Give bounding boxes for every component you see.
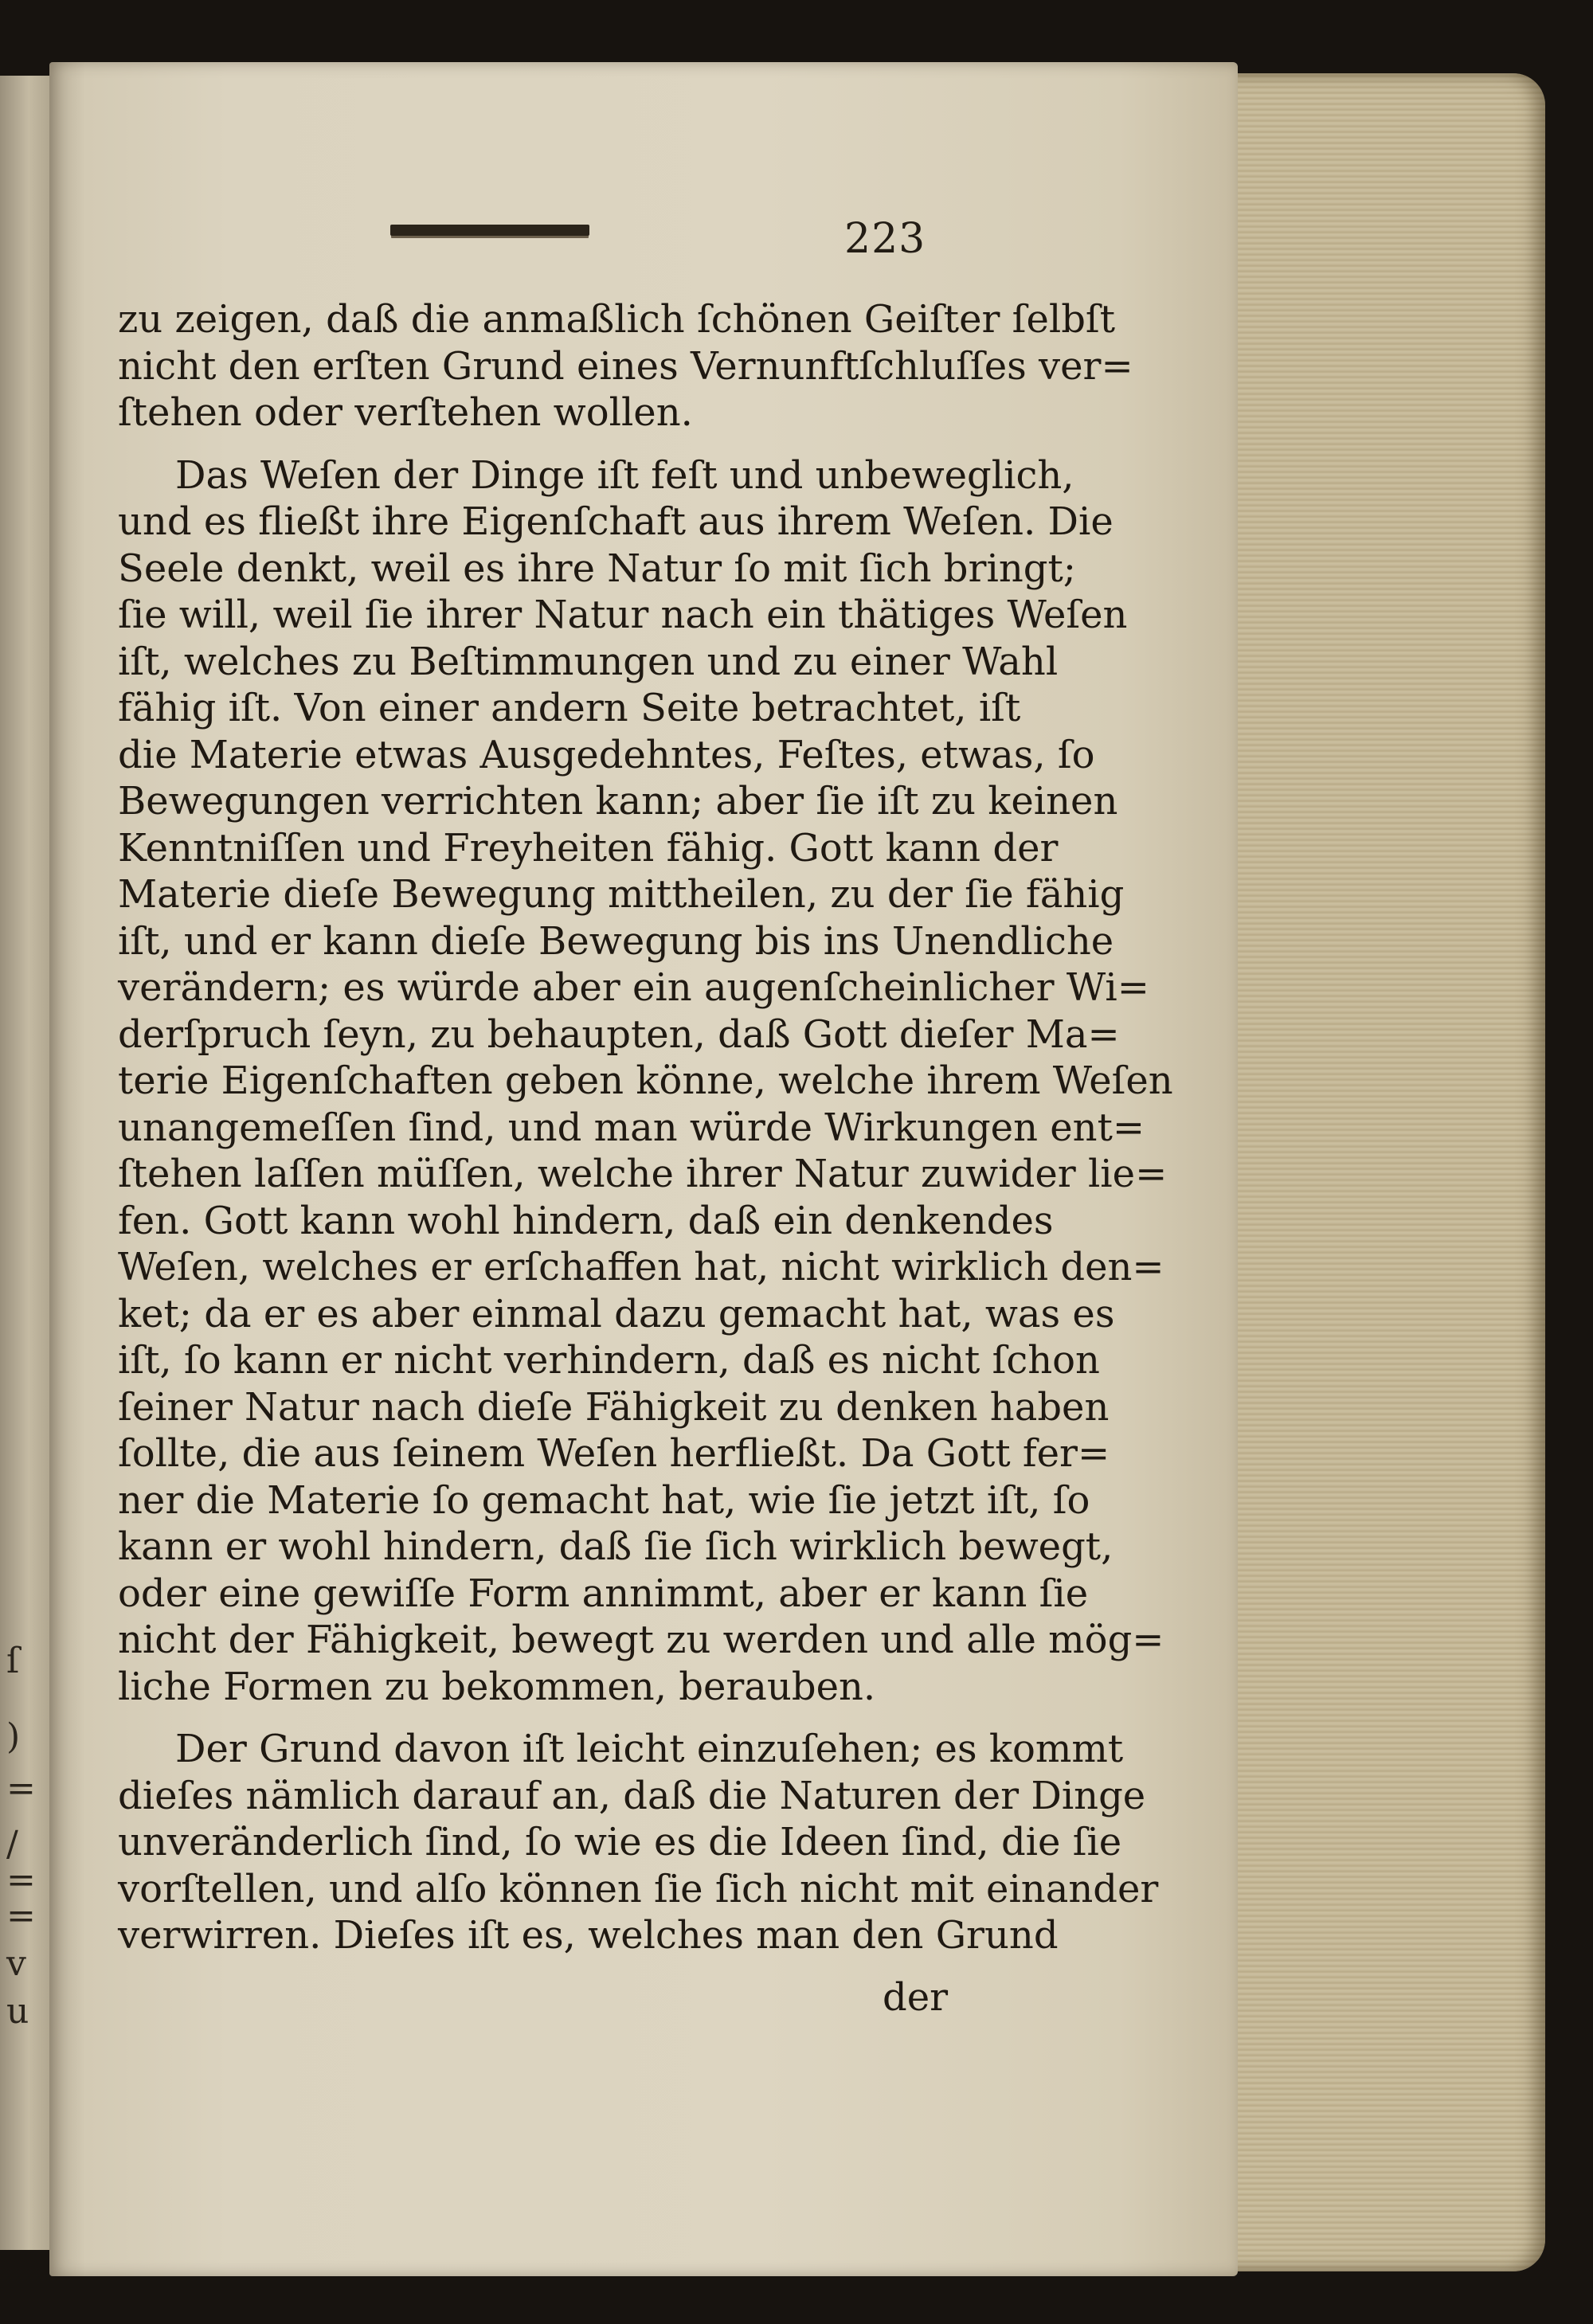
text-line: fen. Gott kann wohl hindern, daß ein denkendes	[118, 1198, 1054, 1243]
previous-page-fragment: =	[6, 1768, 36, 1809]
header-rule	[390, 225, 589, 236]
paragraph-gap	[118, 436, 938, 452]
text-line: ſtehen laſſen müſſen, welche ihrer Natur zuwider lie=	[118, 1152, 1168, 1196]
page-block-edge	[1211, 73, 1545, 2271]
text-line: Das Weſen der Dinge iſt feſt und unbeweglich,	[175, 452, 1074, 498]
previous-page-fragment: =	[6, 1896, 36, 1936]
text-line: liche Formen zu bekommen, berauben.	[118, 1664, 876, 1709]
text-line: Weſen, welches er erſchaffen hat, nicht wirklich den=	[118, 1245, 1164, 1289]
text-line: Seele denkt, weil es ihre Natur ſo mit ſich bringt;	[118, 546, 1076, 591]
text-line: dieſes nämlich darauf an, daß die Naturen der Dinge	[118, 1773, 1146, 1818]
body-text	[118, 296, 1173, 1959]
text-line: vorſtellen, und alſo können ſie ſich nicht mit einander	[118, 1866, 1159, 1911]
catchword: der	[883, 1975, 949, 2020]
text-line: iſt, ſo kann er nicht verhindern, daß es nicht ſchon	[118, 1338, 1100, 1383]
previous-page-fragment: u	[6, 1991, 29, 2032]
text-line: iſt, und er kann dieſe Bewegung bis ins Unendliche	[118, 918, 1114, 964]
text-line: iſt, welches zu Beſtimmungen und zu einer Wahl	[118, 639, 1059, 684]
page-number: 223	[844, 215, 926, 263]
text-line: oder eine gewiſſe Form annimmt, aber er kann ſie	[118, 1571, 1089, 1616]
text-line: Der Grund davon iſt leicht einzuſehen; es kommt	[175, 1727, 1124, 1771]
text-line: nicht der Fähigkeit, bewegt zu werden und alle mög=	[118, 1618, 1164, 1662]
text-line: die Materie etwas Ausgedehntes, Feſtes, etwas, ſo	[118, 732, 1095, 777]
previous-page-fragment: /	[6, 1824, 18, 1864]
previous-page-fragment: ſ	[6, 1641, 20, 1681]
text-line: ſollte, die aus ſeinem Weſen herfließt. Da Gott fer=	[118, 1431, 1110, 1476]
text-line: verwirren. Dieſes iſt es, welches man den Grund	[118, 1913, 1059, 1958]
previous-page-fragment: )	[6, 1716, 21, 1757]
text-line: Materie dieſe Bewegung mittheilen, zu der ſie fähig	[118, 872, 1125, 917]
text-line: Bewegungen verrichten kann; aber ſie iſt zu keinen	[118, 779, 1118, 824]
text-line: unangemeſſen ſind, und man würde Wirkungen ent=	[118, 1105, 1145, 1150]
text-line: kann er wohl hindern, daß ſie ſich wirklich bewegt,	[118, 1524, 1114, 1569]
paragraph-gap	[118, 1710, 938, 1726]
text-line: ket; da er es aber einmal dazu gemacht hat, was es	[118, 1291, 1115, 1336]
text-line: zu zeigen, daß die anmaßlich ſchönen Geiſter ſelbſt	[118, 297, 1115, 342]
text-line: unveränderlich ſind, ſo wie es die Ideen ſind, die ſie	[118, 1820, 1122, 1864]
text-line: verändern; es würde aber ein augenſcheinlicher Wi=	[118, 965, 1149, 1010]
text-line: und es fließt ihre Eigenſchaft aus ihrem Weſen. Die	[118, 499, 1114, 544]
previous-page-fragment: =	[6, 1860, 36, 1900]
text-line: ſtehen oder verſtehen wollen.	[118, 390, 693, 435]
text-line: ſie will, weil ſie ihrer Natur nach ein thätiges Weſen	[118, 593, 1128, 637]
text-line: ſeiner Natur nach dieſe Fähigkeit zu denken haben	[118, 1384, 1110, 1430]
text-line: fähig iſt. Von einer andern Seite betrachtet, iſt	[118, 686, 1021, 730]
text-line: ner die Materie ſo gemacht hat, wie ſie jetzt iſt, ſo	[118, 1477, 1090, 1523]
previous-page-fragment: v	[6, 1943, 26, 1984]
text-line: Kenntniſſen und Freyheiten fähig. Gott kann der	[118, 825, 1059, 871]
text-line: derſpruch ſeyn, zu behaupten, daß Gott dieſer Ma=	[118, 1011, 1120, 1057]
text-line: nicht den erſten Grund eines Vernunftſchluſſes ver=	[118, 343, 1133, 389]
text-line: terie Eigenſchaften geben könne, welche ihrem Weſen	[118, 1058, 1173, 1103]
